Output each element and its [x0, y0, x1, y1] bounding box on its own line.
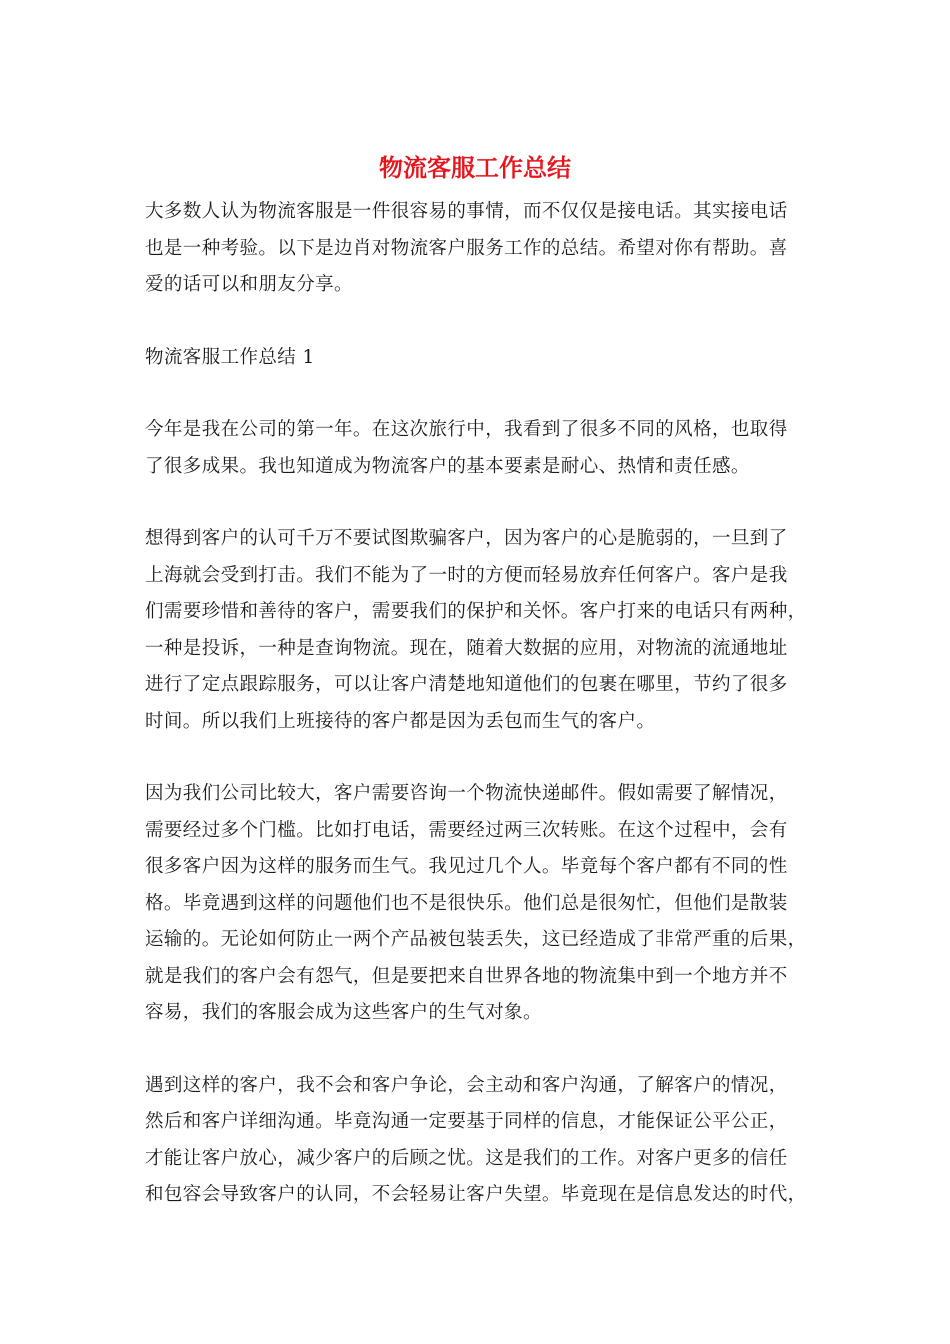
- text-line: 上海就会受到打击。我们不能为了一时的方便而轻易放弃任何客户。客户是我: [145, 564, 788, 586]
- text-line: 运输的。无论如何防止一两个产品被包装丢失，这已经造成了非常严重的后果，: [145, 929, 807, 950]
- text-line: 和包容会导致客户的认同，不会轻易让客户失望。毕竟现在是信息发达的时代，: [145, 1184, 807, 1205]
- text-line: 们需要珍惜和善待的客户，需要我们的保护和关怀。客户打来的电话只有两种，: [145, 601, 807, 622]
- text-line: 就是我们的客户会有怨气，但是要把来自世界各地的物流集中到一个地方并不: [145, 965, 788, 987]
- text-line: 进行了定点跟踪服务，可以让客户清楚地知道他们的包裹在哪里，节约了很多: [145, 674, 788, 695]
- paragraph: [145, 340, 810, 377]
- paragraph: [145, 776, 810, 1032]
- text-line: 很多客户因为这样的服务而生气。我见过几个人。毕竟每个客户都有不同的性: [145, 856, 788, 877]
- text-line: 因为我们公司比较大，客户需要咨询一个物流快递邮件。假如需要了解情况，: [145, 783, 788, 804]
- text-line: 需要经过多个门槛。比如打电话，需要经过两三次转账。在这个过程中，会有: [145, 819, 788, 841]
- text-line: 爱的话可以和朋友分享。: [145, 274, 353, 295]
- paragraph: [145, 412, 810, 485]
- text-line: 然后和客户详细沟通。毕竟沟通一定要基于同样的信息，才能保证公平公正，: [145, 1111, 788, 1132]
- text-line: 了很多成果。我也知道成为物流客户的基本要素是耐心、热情和责任感。: [145, 455, 750, 477]
- text-line: 才能让客户放心，减少客户的后顾之忧。这是我们的工作。对客户更多的信任: [145, 1147, 788, 1169]
- document-title: 物流客服工作总结: [379, 153, 571, 182]
- text-line: 想得到客户的认可千万不要试图欺骗客户，因为客户的心是脆弱的，一旦到了: [145, 528, 788, 549]
- text-line: 时间。所以我们上班接待的客户都是因为丢包而生气的客户。: [145, 710, 656, 732]
- paragraph: [145, 1068, 810, 1214]
- paragraph: [145, 521, 810, 740]
- text-line: 物流客服工作总结 1: [145, 346, 315, 368]
- text-line: 遇到这样的客户，我不会和客户争论，会主动和客户沟通，了解客户的情况，: [145, 1074, 788, 1096]
- text-line: 今年是我在公司的第一年。在这次旅行中，我看到了很多不同的风格，也取得: [145, 419, 788, 440]
- text-line: 容易，我们的客服会成为这些客户的生气对象。: [145, 1002, 542, 1023]
- document-body: [145, 194, 810, 1250]
- text-line: 格。毕竟遇到这样的问题他们也不是很快乐。他们总是很匆忙，但他们是散装: [145, 892, 788, 914]
- text-line: 大多数人认为物流客服是一件很容易的事情，而不仅仅是接电话。其实接电话: [145, 201, 788, 222]
- paragraph: [145, 194, 810, 304]
- text-line: 也是一种考验。以下是边肖对物流客户服务工作的总结。希望对你有帮助。喜: [145, 237, 788, 259]
- text-line: 一种是投诉，一种是查询物流。现在，随着大数据的应用，对物流的流通地址: [145, 637, 788, 659]
